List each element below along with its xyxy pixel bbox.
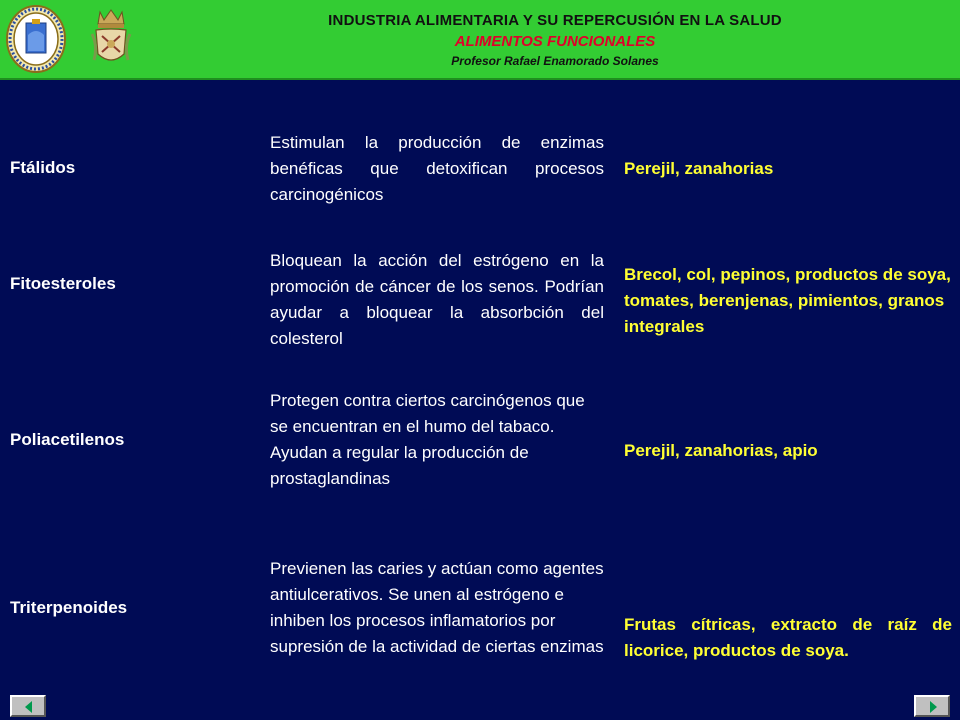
slide-header [0,0,960,80]
next-slide-button[interactable] [914,695,950,717]
section-subtitle: ALIMENTOS FUNCIONALES [454,33,656,50]
author-line: Profesor Rafael Enamorado Solanes [451,54,659,68]
food-sources: Perejil, zanahorias, apio [624,441,818,460]
compound-name: Triterpenoides [10,598,128,617]
arrow-left-icon [22,700,36,714]
arrow-right-icon [926,700,940,714]
compound-description: Previenen las caries y actúan como agentes antiulcerativos. Se unen al estrógeno e inhiben los procesos inflamatorios por supresión de la actividad de ciertas enzimas [270,559,604,656]
food-sources: Brecol, col, pepinos, productos de soya, tomates, berenjenas, pimientos, granos integrales [624,265,951,336]
compound-description: Estimulan la producción de enzimas benéficas que detoxifican procesos carcinogénicos [270,133,604,204]
compound-name: Fitoesteroles [10,274,116,293]
previous-slide-button[interactable] [10,695,46,717]
university-seal-icon [6,5,66,73]
food-sources: Frutas cítricas, extracto de raíz de licorice, productos de soya. [624,615,952,660]
compound-name: Ftálidos [10,158,76,177]
food-sources: Perejil, zanahorias [624,159,774,178]
compound-name: Poliacetilenos [10,430,125,449]
crown-emblem-icon [88,6,134,72]
compound-description: Bloquean la acción del estrógeno en la promoción de cáncer de los senos. Podrían ayudar a bloquear la absorbción del colesterol [270,251,604,348]
compound-description: Protegen contra ciertos carcinógenos que se encuentran en el humo del tabaco. Ayudan a regular la producción de prostaglandinas [270,391,585,488]
presentation-title: INDUSTRIA ALIMENTARIA Y SU REPERCUSIÓN EN LA SALUD [328,12,782,29]
